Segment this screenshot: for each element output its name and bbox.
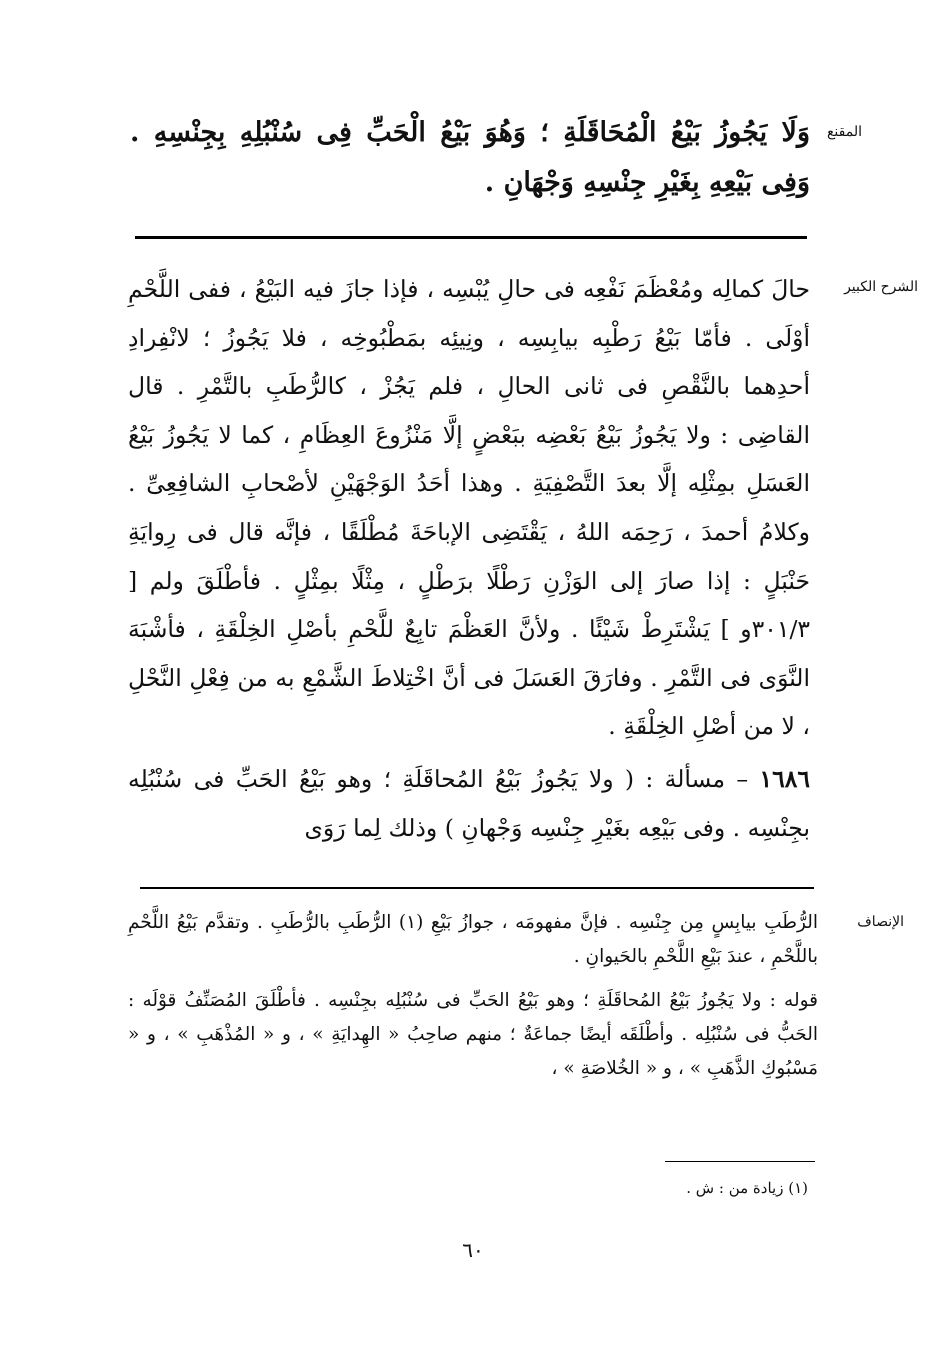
muqni-text: وَلَا يَجُوزُ بَيْعُ الْمُحَاقَلَةِ ؛ وَهُوَ بَيْعُ الْحَبِّ فِى سُنْبُلِهِ بِجِنْسِهِ . وَفِى بَيْعِهِ بِغَيْرِ جِنْسِهِ وَجْهَانِ . [130, 117, 810, 198]
footnote: (١) زيادة من : ش . [686, 1179, 808, 1197]
insaf-text [128, 906, 818, 1086]
sharh-label: الشرح الكبير [844, 279, 918, 295]
sharh-paragraph: حالَ كمالِه ومُعْظَمَ نَفْعِه فى حالِ يُبْسِه ، فإذا جازَ فيه البَيْعُ ، ففى اللَّحْمِ أوْلَى . فأمّا بَيْعُ رَطْبِه بيابِسِه ، ونِيئِه بمَطْبُوخِه ، فلا يَجُوزُ ؛ لانْفِرادِ أحدِهما بالنَّقْصِ فى ثانى الحالِ ، فلم يَجُزْ ، كالرُّطَبِ بالتَّمْرِ . قال القاضِى : ولا يَجُوزُ بَيْعُ بَعْضِه ببَعْضٍ إلَّا مَنْزُوعَ العِظَامِ ، كما لا يَجُوزُ بَيْعُ العَسَلِ بمِثْلِه إلَّا بعدَ التَّصْفِيَةِ . وهذا أحَدُ الوَجْهَيْنِ لأصْحابِ الشافِعِىِّ . وكلامُ أحمدَ ، رَحِمَه اللهُ ، يَقْتَضِى الإباحَةَ مُطْلَقًا ، فإنَّه قال فى رِوايَةِ حَنْبَلٍ : إذا صارَ إلى الوَزْنِ رَطْلًا برَطْلٍ ، مِثْلًا بمِثْلٍ . فأطْلَقَ ولم [ ٣٠١/٣و ] يَشْتَرِطْ شَيْئًا . ولأنَّ العَظْمَ تابِعٌ للَّحْمِ بأصْلِ الخِلْقَةِ ، فأشْبَهَ النَّوَى فى التَّمْرِ . وفارَقَ العَسَلَ فى أنَّ اخْتِلاطَ الشَّمْعِ به من فِعْلِ النَّحْلِ ، لا من أصْلِ الخِلْقَةِ . [128, 275, 810, 741]
masala-paragraph [128, 755, 810, 852]
section-divider-bottom [140, 887, 814, 889]
muqni-label: المقنع [826, 124, 862, 140]
masala-text: – مسألة : ( ولا يَجُوزُ بَيْعُ المُحاقَلَةِ ؛ وهو بَيْعُ الحَبِّ فى سُنْبُلِه بجِنْسِه . وفى بَيْعِه بغَيْرِ جِنْسِه وَجْهانِ ) وذلك لِما رَوَى [128, 764, 810, 842]
insaf-paragraph-2: قوله : ولا يَجُوزُ بَيْعُ المُحاقَلَةِ ؛ وهو بَيْعُ الحَبِّ فى سُنْبُلِه بجِنْسِه . فأطْلَقَ المُصَنِّفُ قوْلَه : الحَبُّ فى سُنْبُلِه . وأطْلَقَه أيضًا جماعَةٌ ؛ منهم صاحِبُ « الهِدايَةِ » ، و « المُذْهَبِ » ، و « مَسْبُوكِ الذَّهَبِ » ، و « الخُلاصَةِ » ، [128, 990, 818, 1079]
section-divider-top [135, 236, 807, 239]
sharh-text [128, 265, 810, 852]
footnote-divider [665, 1161, 815, 1162]
insaf-paragraph-1: الرُّطَبِ بيابِسٍ مِن جِنْسِه . فإنَّ مفهومَه ، جوازُ بَيْعِ (١) الرُّطَبِ بالرُّطَبِ . وتقدَّم بَيْعُ اللَّحْمِ باللَّحْمِ ، عندَ بَيْعِ اللَّحْمِ بالحَيوانِ . [128, 912, 818, 967]
masala-number: ١٦٨٦ [759, 764, 810, 793]
page-number: ٦٠ [462, 1238, 484, 1262]
insaf-label: الإنصاف [857, 914, 904, 930]
